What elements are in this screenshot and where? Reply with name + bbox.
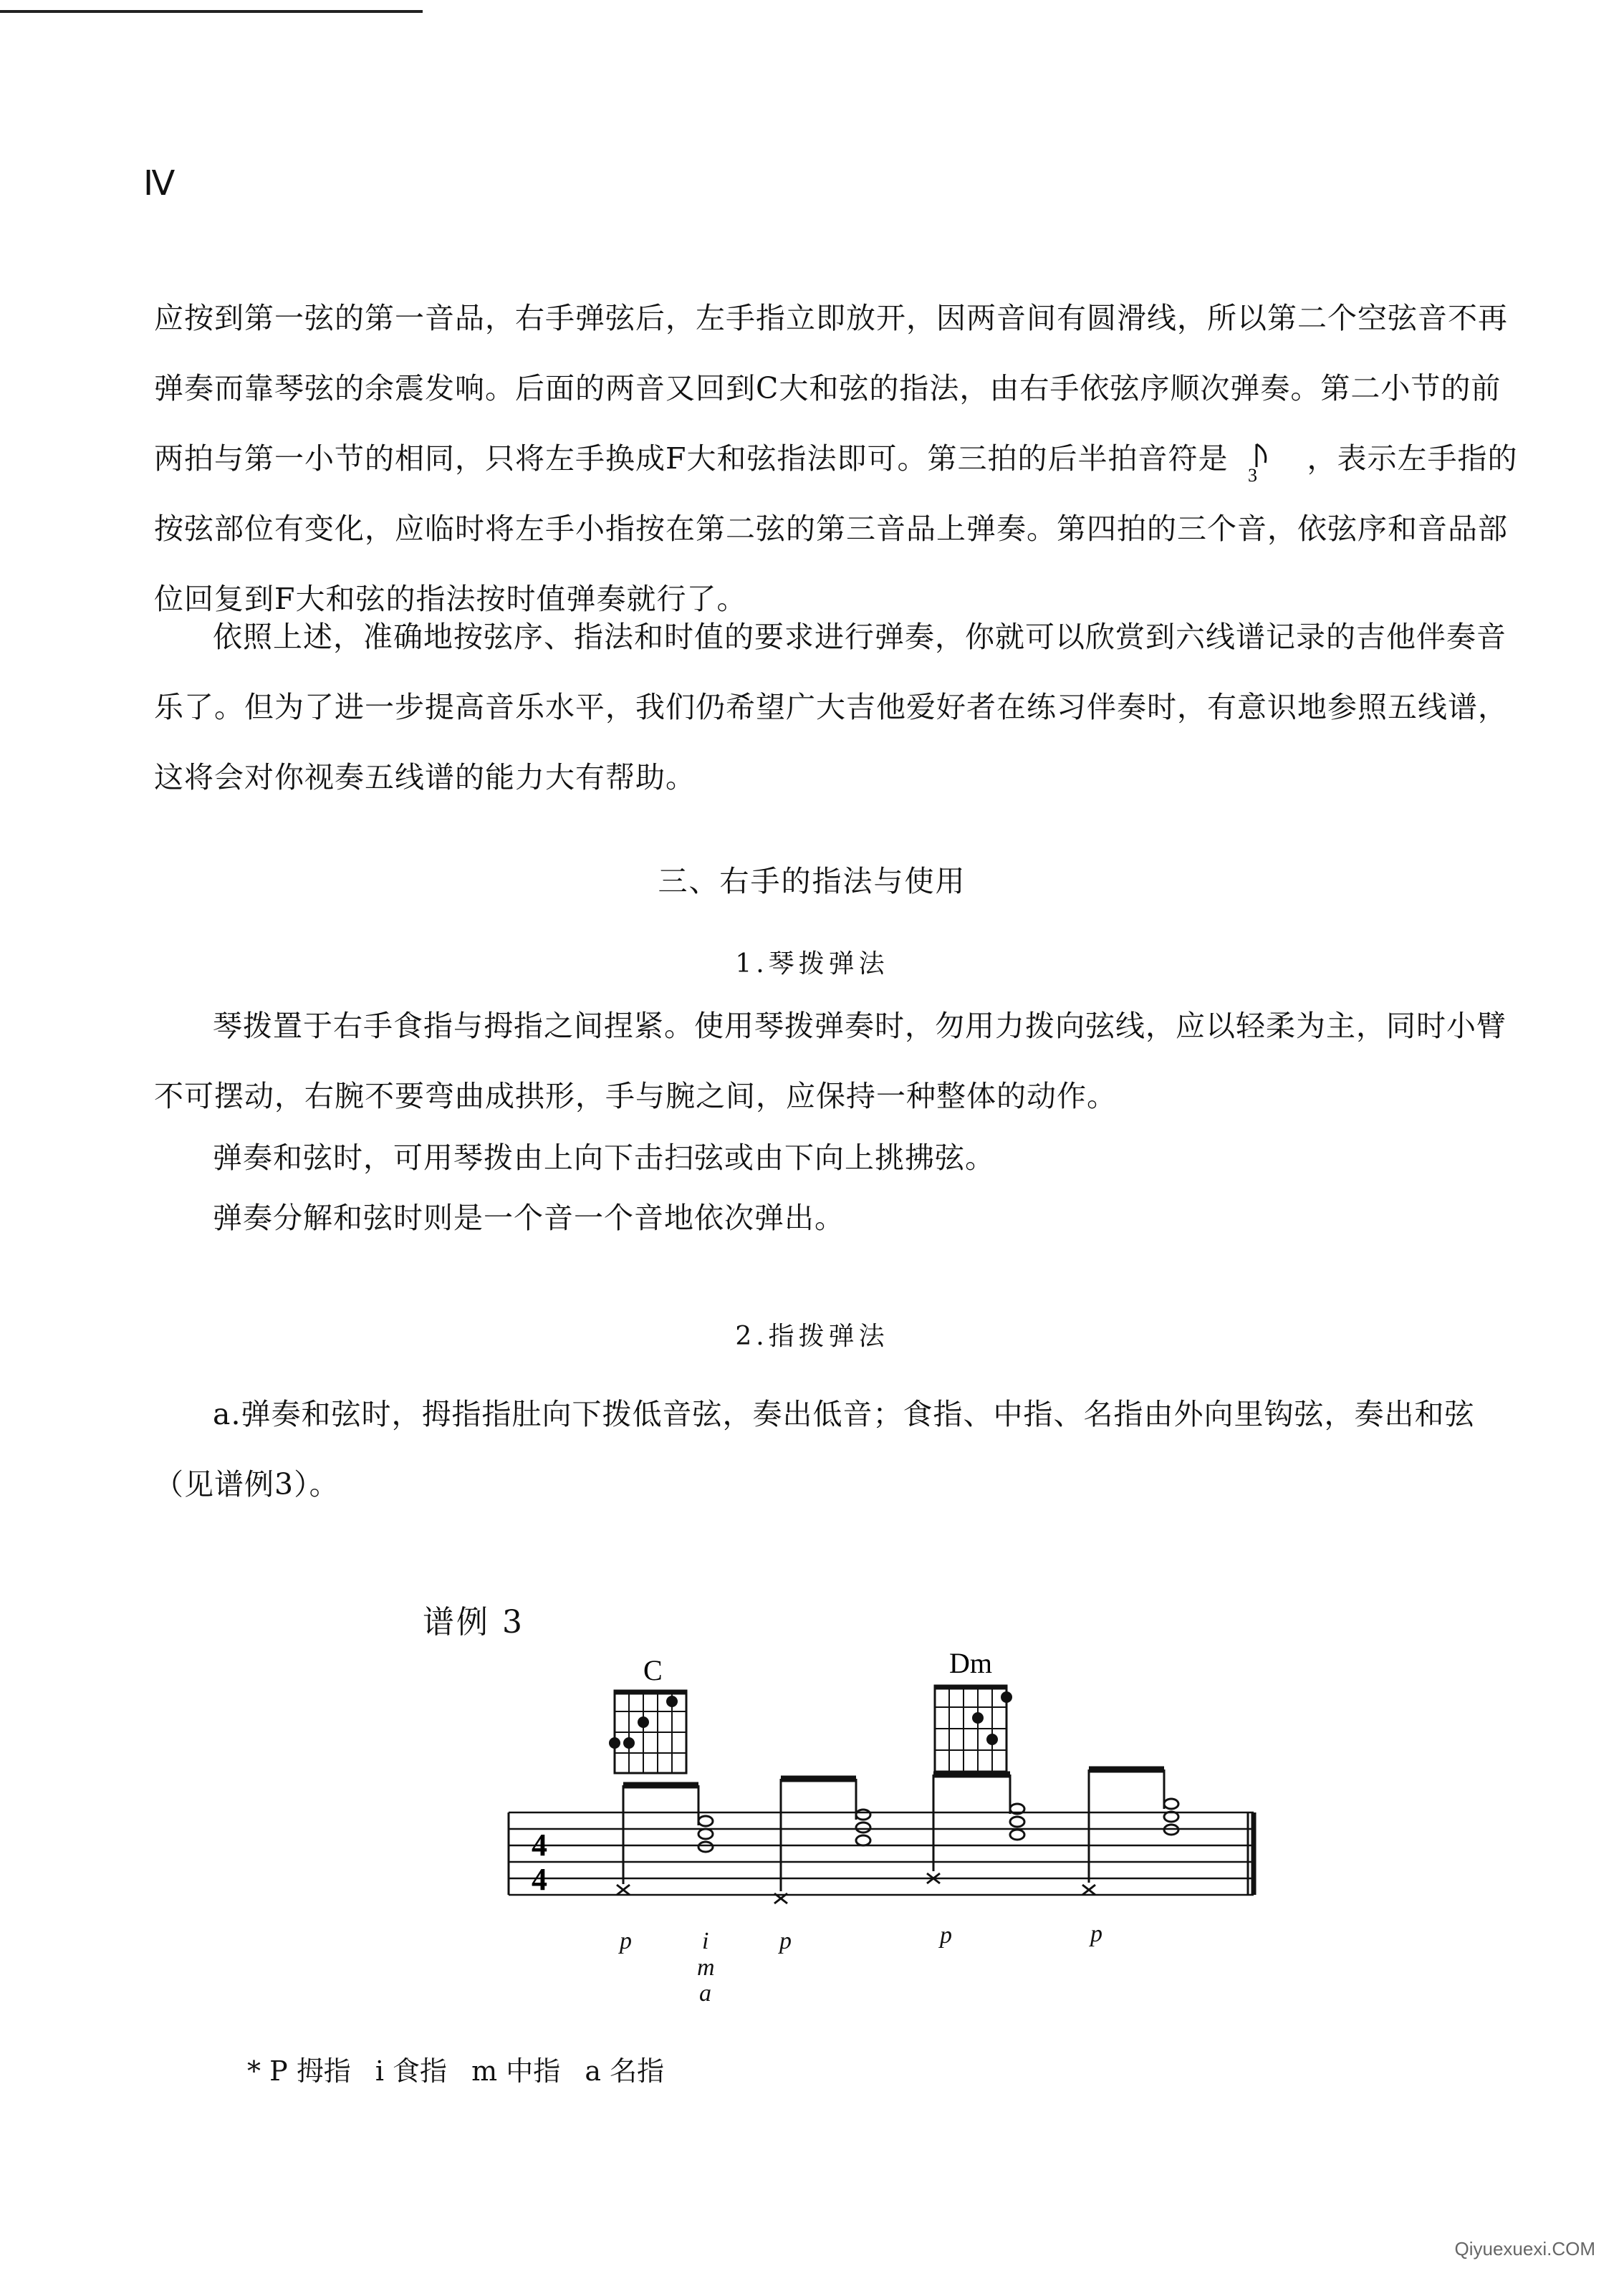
legend-ring: a 名指 (585, 2055, 665, 2087)
paragraph-finger: a.弹奏和弦时，拇指指肚向下拨低音弦，奏出低音；食指、中指、名指由外向里钩弦，奏出和弦（见谱例3）。 (154, 1397, 1475, 1502)
legend-thumb: * P 拇指 (247, 2055, 351, 2087)
page-number: Ⅳ (143, 165, 176, 203)
paragraph-pick-1: 琴拨置于右手食指与拇指之间捏紧。使用琴拨弹奏时，勿用力拨向弦线，应以轻柔为主，同时小臂不可摆动，右腕不要弯曲成拱形，手与腕之间，应保持一种整体的动作。 (154, 1009, 1507, 1113)
beat-group-2 (774, 1779, 870, 1903)
chord-label-c: C (643, 1654, 663, 1686)
paragraph-pick-2: 弹奏和弦时，可用琴拨由上向下击扫弦或由下向上挑拂弦。 (213, 1140, 995, 1175)
finger-p-3: p (940, 1922, 952, 1949)
paragraph-pick-3: 弹奏分解和弦时则是一个音一个音地依次弹出。 (213, 1201, 845, 1235)
beat-group-4 (1082, 1769, 1178, 1895)
chord-diagram-c (609, 1691, 686, 1773)
watermark: Qiyuexuexi.COM (1454, 2238, 1595, 2259)
paragraph-1-text-a: 应按到第一弦的第一音品，右手弹弦后，左手指立即放开，因两音间有圆滑线，所以第二个空弦音不再弹奏而靠琴弦的余震发响。后面的两音又回到C大和弦的指法，由右手依弦序顺次弹奏。第二小节的前两拍与第一小节的相同，只将左手换成F大和弦指法即可。第三拍的后半拍音符是 (154, 301, 1508, 476)
inline-fret-number: 3 (1248, 464, 1259, 483)
section-heading: 三、右手的指法与使用 (658, 864, 966, 898)
time-sig-bottom: 4 (532, 1862, 547, 1897)
legend-middle: m 中指 (471, 2055, 561, 2087)
paragraph-2: 依照上述，准确地按弦序、指法和时值的要求进行弹奏，你就可以欣赏到六线谱记录的吉他伴奏音乐了。但为了进一步提高音乐水平，我们仍希望广大吉他爱好者在练习伴奏时，有意识地参照五线谱，这将会对你视奏五线谱的能力大有帮助。 (154, 620, 1508, 794)
finger-p-1: p (620, 1928, 632, 1954)
example-label: 谱例 3 (423, 1604, 524, 1641)
time-sig-top: 4 (532, 1828, 547, 1863)
subheading-pick: 1.琴拨弹法 (735, 949, 889, 979)
subheading-finger: 2.指拨弹法 (735, 1322, 889, 1351)
legend-index: i 食指 (375, 2055, 448, 2087)
chord-diagram-dm (935, 1686, 1012, 1772)
finger-p-2: p (779, 1928, 792, 1954)
paragraph-1-text-b: ，表示左手指的按弦部位有变化，应临时将左手小指按在第二弦的第三音品上弹奏。第四拍的三个音，依弦序和音品部位回复到F大和弦的指法按时值弹奏就行了。 (154, 441, 1518, 616)
tab-staff (509, 1812, 1254, 1895)
finger-a: a (699, 1980, 711, 2007)
finger-i: i (702, 1928, 709, 1954)
finger-p-4: p (1090, 1921, 1102, 1947)
finger-m: m (697, 1954, 715, 1981)
finger-legend (247, 2049, 680, 2088)
chord-label-dm: Dm (949, 1647, 992, 1679)
